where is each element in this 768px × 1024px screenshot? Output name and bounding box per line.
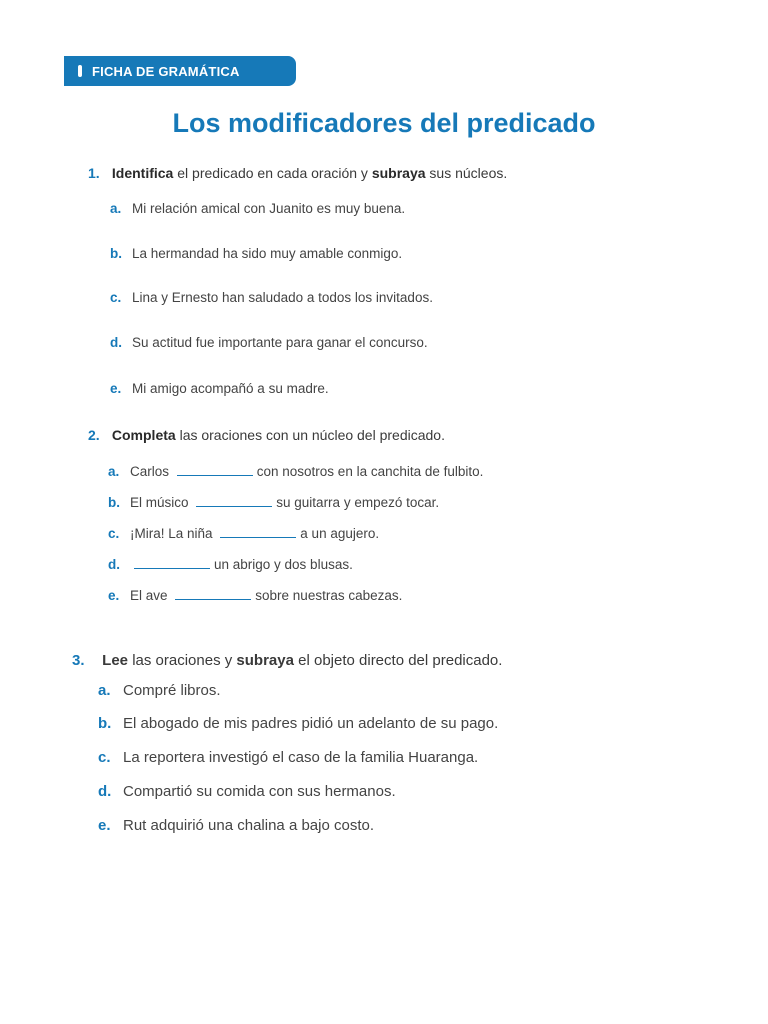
item-letter: b. — [108, 495, 120, 510]
item-letter: a. — [108, 464, 120, 479]
item-text: Lina y Ernesto han saludado a todos los invitados. — [132, 290, 433, 305]
item-letter: d. — [108, 557, 120, 572]
blank-field[interactable] — [134, 555, 210, 569]
item-text: Compartió su comida con sus hermanos. — [123, 783, 396, 800]
item-text: Su actitud fue importante para ganar el concurso. — [132, 335, 428, 350]
item-text: La hermandad ha sido muy amable conmigo. — [132, 246, 403, 261]
list-item — [110, 335, 428, 350]
fill-item — [108, 462, 483, 479]
tag-bullet-icon — [78, 65, 82, 77]
instruction-text: el predicado en cada oración y — [173, 165, 372, 181]
instruction-verb: Identifica — [111, 165, 174, 181]
item-text: a un agujero. — [300, 526, 380, 541]
page-title: Los modificadores del predicado — [172, 108, 596, 138]
instruction-verb: subraya — [371, 165, 426, 181]
item-text: El abogado de mis padres pidió un adelanto de su pago. — [123, 715, 499, 732]
item-text: ¡Mira! La niña — [130, 526, 217, 541]
question-number: 2. — [88, 427, 100, 443]
list-item — [98, 715, 498, 732]
instruction-verb: Completa — [111, 427, 176, 443]
item-text: Mi amigo acompañó a su madre. — [132, 381, 329, 396]
item-letter: a. — [110, 201, 122, 216]
item-letter: d. — [98, 783, 112, 800]
item-letter: e. — [108, 588, 120, 603]
fill-item — [108, 586, 402, 603]
instruction-verb: Lee — [102, 652, 129, 669]
list-item — [98, 783, 396, 800]
instruction-verb: subraya — [236, 652, 294, 669]
list-item — [98, 749, 478, 766]
question-1 — [88, 165, 507, 181]
item-text: Rut adquirió una chalina a bajo costo. — [123, 817, 375, 834]
item-text: Carlos — [130, 464, 173, 479]
tag-label: FICHA DE GRAMÁTICA — [92, 63, 240, 79]
fill-item — [108, 555, 353, 572]
list-item — [110, 246, 402, 261]
item-letter: b. — [110, 246, 122, 261]
blank-field[interactable] — [177, 462, 253, 476]
item-letter: d. — [110, 335, 122, 350]
blank-field[interactable] — [175, 586, 251, 600]
list-item — [110, 381, 329, 396]
list-item — [110, 290, 433, 305]
fill-item — [108, 493, 439, 510]
fill-item — [108, 524, 379, 541]
item-letter: c. — [110, 290, 122, 305]
item-letter: e. — [98, 817, 111, 834]
question-number: 3. — [72, 652, 85, 669]
item-text: con nosotros en la canchita de fulbito. — [256, 464, 484, 479]
item-text: La reportera investigó el caso de la familia Huaranga. — [123, 749, 479, 766]
item-letter: c. — [108, 526, 120, 541]
item-text: El músico — [130, 495, 193, 510]
list-item — [98, 682, 221, 699]
instruction-text: el objeto directo del predicado. — [293, 652, 503, 669]
question-number: 1. — [88, 165, 100, 181]
item-text: sobre nuestras cabezas. — [255, 588, 403, 603]
item-letter: a. — [98, 682, 111, 699]
instruction-text: sus núcleos. — [425, 165, 508, 181]
worksheet-tag — [64, 56, 296, 86]
item-letter: c. — [98, 749, 111, 766]
question-3 — [72, 652, 502, 669]
item-text: Compré libros. — [123, 682, 221, 699]
list-item — [98, 817, 374, 834]
item-letter: e. — [110, 381, 122, 396]
question-2 — [88, 427, 445, 443]
item-text: su guitarra y empezó tocar. — [276, 495, 440, 510]
blank-field[interactable] — [196, 493, 272, 507]
blank-field[interactable] — [220, 524, 296, 538]
item-letter: b. — [98, 715, 112, 732]
item-text: Mi relación amical con Juanito es muy buena. — [132, 201, 406, 216]
list-item — [110, 201, 405, 216]
instruction-text: las oraciones y — [128, 652, 237, 669]
item-text: un abrigo y dos blusas. — [214, 557, 353, 572]
instruction-text: las oraciones con un núcleo del predicado. — [175, 427, 445, 443]
item-text: El ave — [130, 588, 172, 603]
